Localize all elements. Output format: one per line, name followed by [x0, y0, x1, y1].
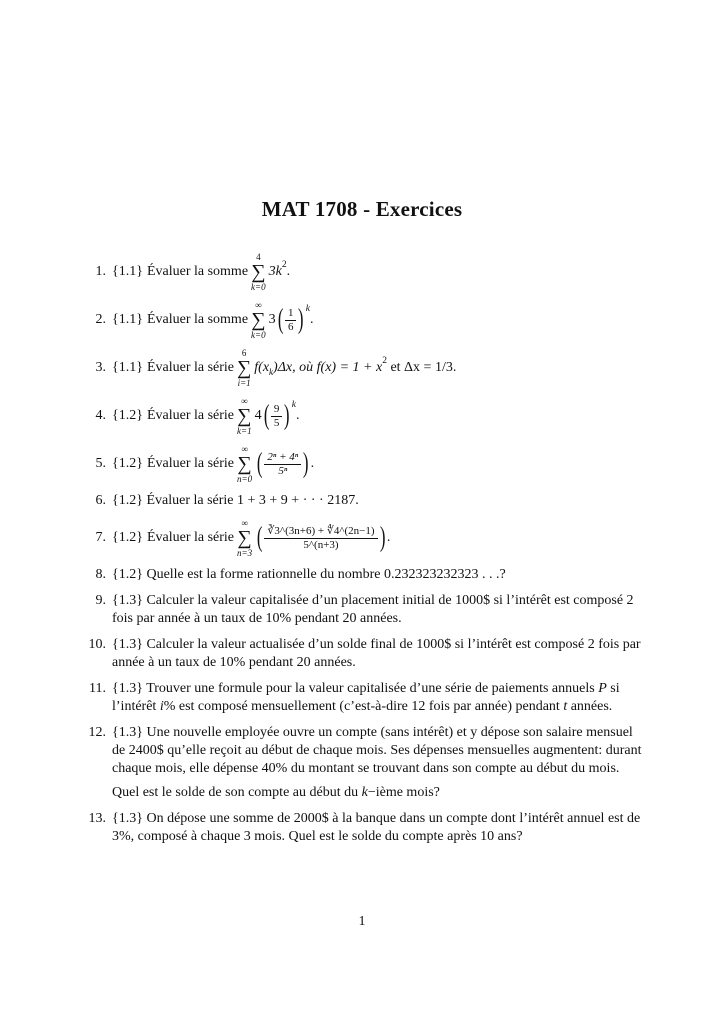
exercise-text: Évaluer la série 1 + 3 + 9 + · · · 2187.: [146, 493, 359, 508]
page-number: 1: [358, 914, 366, 929]
fraction: $\frac{1}{6}$: [285, 307, 297, 334]
sum-symbol: ∞ ∑ n=0: [237, 444, 253, 484]
fraction: $\frac{9}{5}$: [271, 403, 283, 430]
exercise-text: Une nouvelle employée ouvre un compte (sans intérêt) et y dépose son salaire mensuel de 2400$ qu’elle reçoit au début de chaque mois. Ses dépenses mensuelles augmentent: durant chaque mois, elle dépense 40% du montant se trouvant dans son compte au début du mois.: [112, 725, 642, 776]
sum-upper-limit: ∞: [241, 396, 248, 406]
exercise-5: 5. {1.2} Évaluer la série ∞ ∑ n=0 ( $\frac{\text{2ⁿ + 4ⁿ}}{\text{5ⁿ}}$ ) .: [84, 444, 644, 484]
sum-symbol: ∞ ∑ n=3: [237, 518, 253, 558]
section-ref: {1.2}: [112, 530, 143, 545]
sum-symbol: 6 ∑ i=1: [237, 348, 252, 388]
sum-upper-limit: 4: [256, 252, 261, 262]
fraction: $\frac{∛3\^{}(3n+6) + ∜4\^{}(2n-1)}{5\^{}(n+3)}$: [264, 525, 377, 552]
exercise-question: [112, 784, 644, 802]
math-coefficient: 4: [254, 408, 262, 423]
section-ref: {1.1}: [112, 264, 143, 279]
sum-lower-limit: n=3: [237, 548, 253, 558]
exercise-number: 2.: [95, 312, 106, 327]
variable-i: i: [159, 699, 164, 714]
math-term: 3k: [268, 264, 282, 279]
sum-symbol: ∞ ∑ k=0: [251, 300, 266, 340]
exercise-text: Évaluer la série: [146, 456, 235, 471]
sum-lower-limit: k=0: [251, 330, 266, 340]
exercise-4: 4. {1.2} Évaluer la série ∞ ∑ k=1 4 ( $\frac{9}{5}$ ) k .: [84, 396, 644, 436]
math-exponent: 2: [281, 260, 287, 270]
exercise-7: 7. {1.2} Évaluer la série ∞ ∑ n=3 ( $\frac{∛3\^{}(3n+6) + ∜4\^{}(2n-1)}{5\^{}(n+3)}$ ) .: [84, 518, 644, 558]
exercise-number: 7.: [95, 530, 106, 545]
exercise-text: Calculer la valeur capitalisée d’un placement initial de 1000$ si l’intérêt est composé 2 fois par année à un taux de 10% pendant 20 années.: [112, 593, 634, 626]
sum-symbol: 4 ∑ k=0: [251, 252, 266, 292]
section-ref: {1.2}: [112, 456, 143, 471]
exercise-number: 4.: [95, 408, 106, 423]
exercise-number: 11.: [89, 681, 106, 696]
exercise-12: [84, 724, 644, 802]
math-end: .: [295, 408, 300, 423]
fraction: $\frac{\text{2ⁿ + 4ⁿ}}{\text{5ⁿ}}$: [264, 451, 301, 478]
section-ref: {1.1}: [112, 312, 143, 327]
sum-upper-limit: ∞: [241, 518, 248, 528]
math-term: f(x: [254, 360, 270, 375]
exercise-2: 2. {1.1} Évaluer la somme ∞ ∑ k=0 3 ( $\frac{1}{6}$ ) k .: [84, 300, 644, 340]
exercise-text: On dépose une somme de 2000$ à la banque dans un compte dont l’intérêt annuel est de 3%, composé à chaque 3 mois. Quel est le solde du compte après 10 ans?: [112, 811, 641, 844]
exercise-1: [84, 252, 644, 292]
exercise-text: Évaluer la somme: [146, 312, 249, 327]
math-exponent: 2: [382, 356, 387, 366]
exercise-number: 3.: [95, 360, 106, 375]
variable-t: t: [563, 699, 568, 714]
variable-p: P: [598, 681, 607, 696]
math-rest: et Δx = 1/3.: [386, 360, 457, 375]
exercise-number: 9.: [95, 593, 106, 608]
math-end: .: [286, 264, 291, 279]
section-ref: {1.1}: [112, 360, 143, 375]
question-text: Quel est le solde de son compte au début du: [112, 785, 359, 800]
math-subscript: k: [269, 367, 274, 377]
math-end: .: [386, 530, 391, 545]
section-ref: {1.2}: [112, 493, 143, 508]
math-end: .: [310, 456, 315, 471]
exercise-number: 8.: [95, 567, 106, 582]
section-ref: {1.2}: [112, 408, 143, 423]
sum-lower-limit: i=1: [237, 378, 251, 388]
exercise-text: Évaluer la série: [146, 408, 235, 423]
section-ref: {1.3}: [112, 637, 143, 652]
exercise-text: Évaluer la série: [146, 360, 235, 375]
variable-k: k: [361, 785, 368, 800]
sum-upper-limit: 6: [241, 348, 247, 358]
section-ref: {1.3}: [112, 681, 143, 696]
exercise-text: % est composé mensuellement (c’est-à-dire 12 fois par année) pendant: [163, 699, 560, 714]
exercise-10: [84, 636, 644, 672]
exercise-6: [84, 492, 644, 510]
math-exponent: k: [305, 304, 310, 314]
exercise-list: [84, 252, 644, 854]
section-ref: {1.2}: [112, 567, 143, 582]
sum-upper-limit: ∞: [241, 444, 248, 454]
exercise-text: Évaluer la somme: [146, 264, 249, 279]
sum-lower-limit: n=0: [237, 474, 253, 484]
section-ref: {1.3}: [112, 725, 143, 740]
section-ref: {1.3}: [112, 811, 143, 826]
exercise-number: 6.: [95, 493, 106, 508]
section-ref: {1.3}: [112, 593, 143, 608]
exercise-number: 13.: [88, 811, 106, 826]
exercise-text: si l’intérêt: [112, 681, 620, 714]
exercise-3: [84, 348, 644, 388]
sum-symbol: ∞ ∑ k=1: [237, 396, 252, 436]
math-coefficient: 3: [268, 312, 276, 327]
exercise-text: Trouver une formule pour la valeur capitalisée d’une série de paiements annuels: [146, 681, 595, 696]
math-term: )Δx, où f(x) = 1 + x: [273, 360, 383, 375]
question-text: −ième mois?: [367, 785, 440, 800]
math-end: .: [309, 312, 314, 327]
sum-lower-limit: k=0: [251, 282, 266, 292]
math-exponent: k: [291, 400, 296, 410]
exercise-text: Quelle est la forme rationnelle du nombre 0.232323232323 . . .?: [146, 567, 506, 582]
exercise-9: [84, 592, 644, 628]
exercise-number: 1.: [95, 264, 106, 279]
sum-upper-limit: ∞: [255, 300, 262, 310]
page-title: MAT 1708 - Exercices: [261, 197, 463, 221]
exercise-number: 10.: [88, 637, 106, 652]
exercise-8: [84, 566, 644, 584]
exercise-11: [84, 680, 644, 716]
exercise-number: 5.: [95, 456, 106, 471]
exercise-13: [84, 810, 644, 846]
exercise-text: Évaluer la série: [146, 530, 235, 545]
exercise-text: années.: [570, 699, 613, 714]
exercise-text: Calculer la valeur actualisée d’un solde final de 1000$ si l’intérêt est composé 2 fois par année à un taux de 10% pendant 20 années.: [112, 637, 641, 670]
sum-lower-limit: k=1: [237, 426, 252, 436]
exercise-number: 12.: [88, 725, 106, 740]
